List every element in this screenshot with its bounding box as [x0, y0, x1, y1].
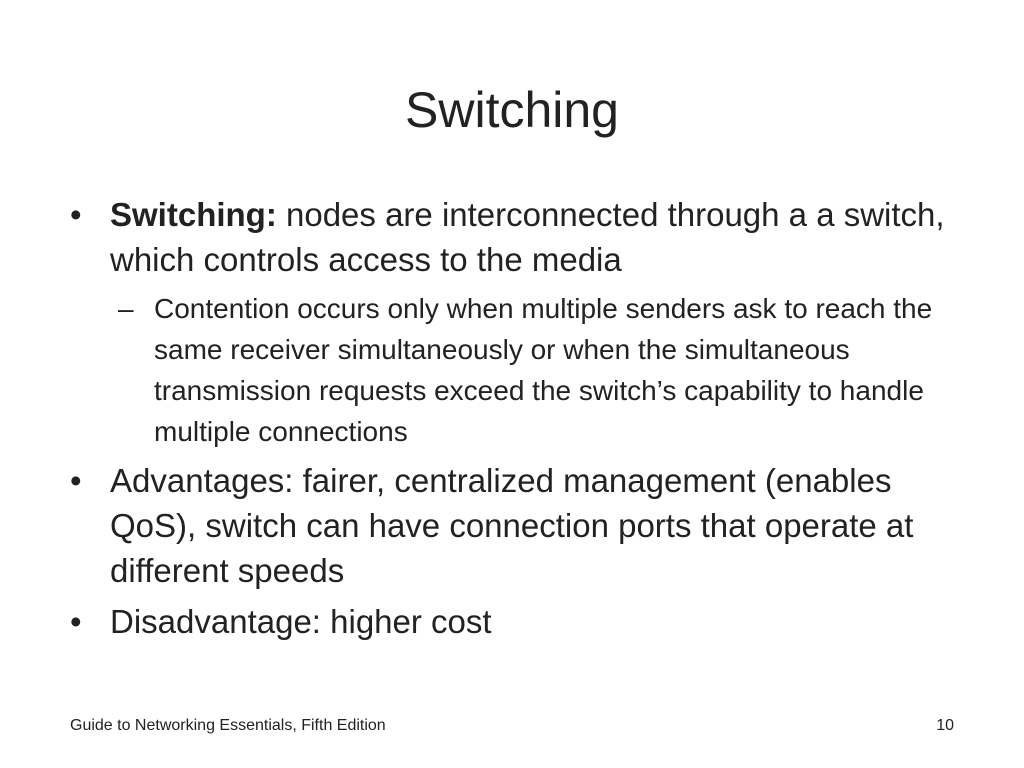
bullet-marker: • [70, 196, 82, 233]
bullet-marker: • [70, 603, 82, 640]
slide-content [70, 192, 970, 650]
bullet-item-switching [70, 192, 970, 282]
sub-bullet-contention [70, 288, 970, 452]
footer-source: Guide to Networking Essentials, Fifth Edition [70, 717, 386, 734]
slide-title: Switching [405, 82, 619, 138]
sub-bullet-text: Contention occurs only when multiple senders ask to reach the same receiver simultaneously or when the simultaneous transmission requests exceed the switch’s capability to handle multiple connections [154, 293, 933, 447]
page-number: 10 [936, 717, 954, 734]
bullet-text: nodes are interconnected through a a switch, which controls access to the media [110, 196, 945, 278]
bullet-text: Advantages: fairer, centralized management (enables QoS), switch can have connection ports that operate at different speeds [110, 462, 914, 589]
bullet-marker: • [70, 462, 82, 499]
bullet-text: Disadvantage: higher cost [110, 603, 492, 640]
bullet-term: Switching: [110, 196, 277, 233]
bullet-item-advantages [70, 458, 970, 593]
sub-bullet-marker: – [118, 293, 134, 324]
bullet-item-disadvantage [70, 599, 970, 644]
